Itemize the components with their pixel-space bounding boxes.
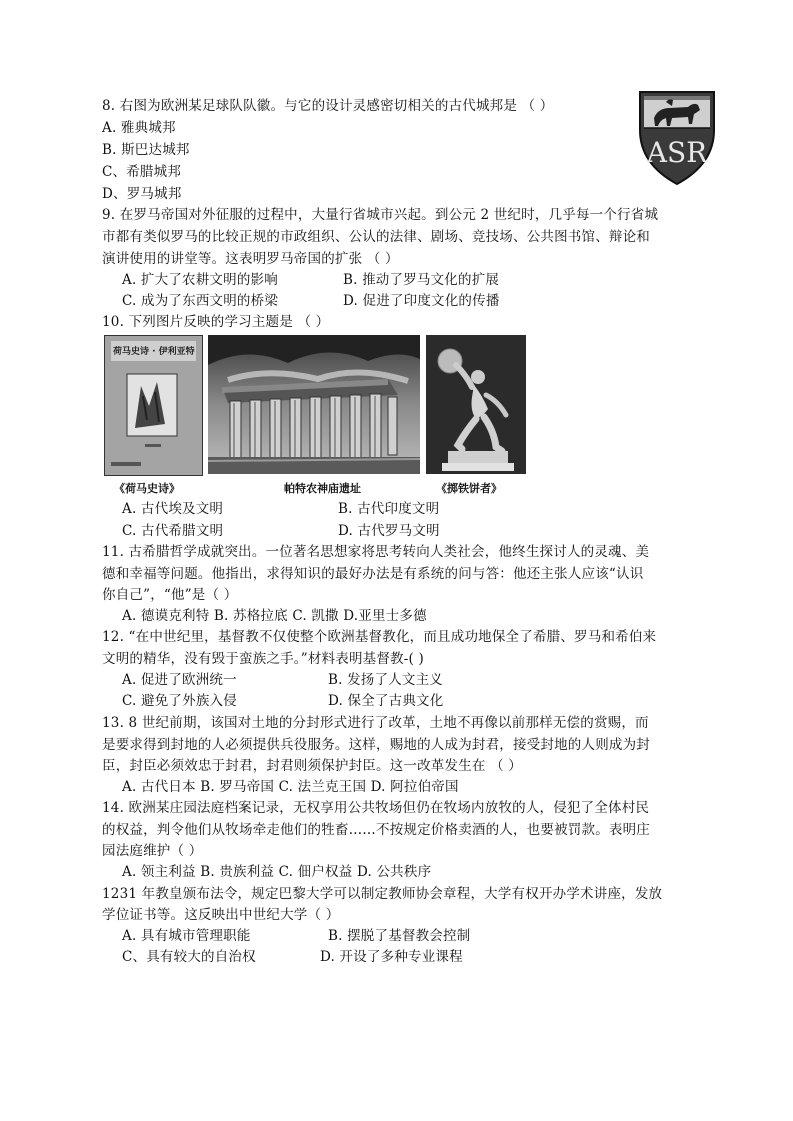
q15-option-c: C、具有较大的自治权 [122,949,256,965]
q13-options: A. 古代日本 B. 罗马帝国 C. 法兰克王国 D. 阿拉伯帝国 [122,779,459,795]
q8-option-a: A. 雅典城邦 [102,120,176,136]
q11-stem-line3: 你自己”，“他”是（ ） [102,587,238,603]
q8-option-b: B. 斯巴达城邦 [102,142,190,158]
q12-option-d: D. 保全了古典文化 [328,693,444,709]
q8-option-d: D、罗马城邦 [102,186,182,202]
q11-stem-line1: 11. 古希腊哲学成就突出。一位著名思想家将思考转向人类社会，他终生探讨人的灵魂、美 [102,544,650,560]
q12-option-c: C. 避免了外族入侵 [122,693,237,709]
homer-epic-book-image [104,335,203,476]
q15-option-a: A. 具有城市管理职能 [122,928,251,944]
q9-option-a: A. 扩大了农耕文明的影响 [122,272,278,288]
q8-option-c: C、希腊城邦 [102,164,182,180]
q11-options: A. 德谟克利特 B. 苏格拉底 C. 凯撒 D.亚里士多德 [122,608,427,624]
q13-stem-line3: 臣，封臣必须效忠于封君，封君则须保护封臣。这一改革发生在 （ ） [102,758,522,774]
q9-stem-line3: 演讲使用的讲堂等。这表明罗马帝国的扩张 （ ） [102,251,399,267]
q9-option-d: D. 促进了印度文化的传播 [343,293,500,309]
q10-option-b: B. 古代印度文明 [338,501,440,517]
q15-stem-line1: 1231 年教皇颁布法令，规定巴黎大学可以制定教师协会章程，大学有权开办学术讲座，发放 [102,886,663,902]
q10-option-c: C. 古代希腊文明 [122,523,224,539]
q12-stem-line2: 文明的精华，没有毁于蛮族之手。”材料表明基督教-( ) [102,651,424,667]
q8-stem: 8. 右图为欧洲某足球队队徽。与它的设计灵感密切相关的古代城邦是 （ ） [102,98,554,114]
q9-option-c: C. 成为了东西文明的桥梁 [122,293,279,309]
q15-option-b: B. 摆脱了基督教会控制 [328,928,471,944]
badge-letters: ASR [646,136,708,169]
caption-discobolus: 《掷铁饼者》 [436,482,502,495]
q10-option-a: A. 古代埃及文明 [122,501,224,517]
q12-option-b: B. 发扬了人文主义 [328,672,444,688]
football-club-badge [636,72,718,186]
q9-stem-line2: 市都有类似罗马的比较正规的市政组织、公认的法律、剧场、竞技场、公共图书馆、辩论和 [102,229,650,245]
q14-options: A. 领主利益 B. 贵族利益 C. 佃户权益 D. 公共秩序 [122,864,432,880]
q9-stem-line1: 9. 在罗马帝国对外征服的过程中，大量行省城市兴起。到公元 2 世纪时，几乎每一个行省城 [102,207,659,223]
q14-stem-line3: 园法庭维护（ ） [102,843,203,859]
q13-stem-line1: 13. 8 世纪前期，该国对土地的分封形式进行了改革，土地不再像以前那样无偿的赏赐，而 [102,715,649,731]
caption-homer-epic: 《荷马史诗》 [114,482,180,495]
q10-stem: 10. 下列图片反映的学习主题是 （ ） [102,314,330,330]
q13-stem-line2: 是要求得到封地的人必须提供兵役服务。这样，赐地的人成为封君，接受封地的人则成为封 [102,737,650,753]
book-cover-title: 荷马史诗 · 伊利亚特 [113,347,195,357]
q10-option-d: D. 古代罗马文明 [338,523,440,539]
discobolus-statue-image [426,335,526,474]
q14-stem-line2: 的权益，判令他们从牧场牵走他们的牲畜……不按规定价格卖酒的人，也要被罚款。表明庄 [102,822,650,838]
q11-stem-line2: 德和幸福等问题。他指出，求得知识的最好办法是有系统的问与答：他还主张人应该“认识 [102,566,644,582]
q9-option-b: B. 推动了罗马文化的扩展 [343,272,500,288]
q15-option-d: D. 开设了多种专业课程 [320,949,463,965]
q12-stem-line1: 12. “在中世纪里，基督教不仅使整个欧洲基督教化，而且成功地保全了希腊、罗马和希伯来 [102,629,657,645]
q14-stem-line1: 14. 欧洲某庄园法庭档案记录，无权享用公共牧场但仍在牧场内放牧的人，侵犯了全体村民 [102,800,650,816]
parthenon-ruins-image [208,335,420,474]
caption-parthenon: 帕特农神庙遗址 [284,482,361,495]
q15-stem-line2: 学位证书等。这反映出中世纪大学（ ） [102,907,340,923]
q12-option-a: A. 促进了欧洲统一 [122,672,237,688]
